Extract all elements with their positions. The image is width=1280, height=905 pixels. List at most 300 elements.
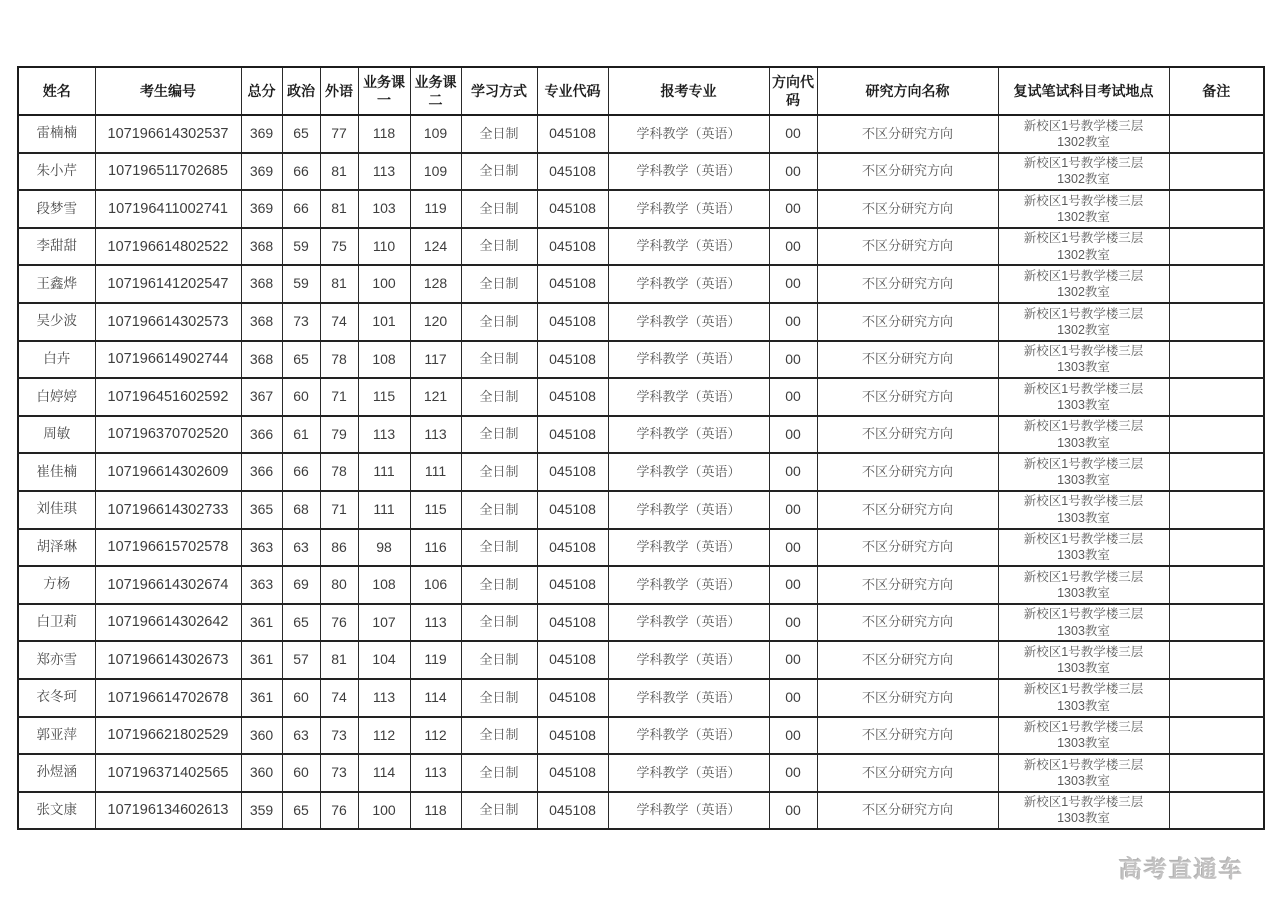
remark-cell [1169, 491, 1264, 529]
exam-location-cell [998, 453, 1169, 491]
candidate-no-cell: 107196451602592 [95, 378, 241, 416]
remark-cell [1169, 190, 1264, 228]
foreign-language-score-cell: 81 [320, 190, 358, 228]
direction-code-cell: 00 [769, 792, 817, 830]
name-cell: 郭亚萍 [18, 717, 95, 755]
direction-code-cell: 00 [769, 303, 817, 341]
course2-score-cell: 115 [410, 491, 461, 529]
foreign-language-score-cell: 74 [320, 303, 358, 341]
exam-location-line2: 1303教室 [1057, 736, 1110, 751]
major-cell: 学科教学（英语） [608, 190, 769, 228]
remark-cell [1169, 115, 1264, 153]
total-score-cell: 361 [241, 604, 282, 642]
course2-score-cell: 116 [410, 529, 461, 567]
direction-name-cell: 不区分研究方向 [817, 754, 998, 792]
major-code-cell: 045108 [537, 453, 608, 491]
course2-score-cell: 109 [410, 115, 461, 153]
foreign-language-score-cell: 77 [320, 115, 358, 153]
header-row [18, 67, 1264, 115]
politics-score-cell: 66 [282, 453, 320, 491]
exam-location-line2: 1303教室 [1057, 397, 1110, 412]
remark-cell [1169, 641, 1264, 679]
exam-location-cell [998, 566, 1169, 604]
major-cell: 学科教学（英语） [608, 115, 769, 153]
study-mode-cell: 全日制 [461, 491, 537, 529]
major-code-cell: 045108 [537, 378, 608, 416]
header-name: 姓名 [18, 67, 95, 115]
study-mode-cell: 全日制 [461, 566, 537, 604]
header-major-code: 专业代码 [537, 67, 608, 115]
exam-location-cell [998, 491, 1169, 529]
table-row [18, 416, 1264, 454]
foreign-language-score-cell: 75 [320, 228, 358, 266]
exam-location-line1: 新校区1号教学楼三层 [1023, 720, 1144, 735]
exam-location-line2: 1302教室 [1057, 134, 1110, 149]
table-row [18, 341, 1264, 379]
direction-name-cell: 不区分研究方向 [817, 792, 998, 830]
direction-code-cell: 00 [769, 153, 817, 191]
direction-name-cell: 不区分研究方向 [817, 190, 998, 228]
name-cell: 郑亦雪 [18, 641, 95, 679]
course2-score-cell: 119 [410, 641, 461, 679]
course2-score-cell: 121 [410, 378, 461, 416]
study-mode-cell: 全日制 [461, 453, 537, 491]
total-score-cell: 361 [241, 641, 282, 679]
remark-cell [1169, 453, 1264, 491]
name-cell: 王鑫烨 [18, 265, 95, 303]
major-cell: 学科教学（英语） [608, 754, 769, 792]
header-remark: 备注 [1169, 67, 1264, 115]
politics-score-cell: 69 [282, 566, 320, 604]
exam-location-line2: 1303教室 [1057, 510, 1110, 525]
exam-location-line2: 1302教室 [1057, 209, 1110, 224]
remark-cell [1169, 792, 1264, 830]
foreign-language-score-cell: 81 [320, 641, 358, 679]
remark-cell [1169, 153, 1264, 191]
total-score-cell: 367 [241, 378, 282, 416]
name-cell: 白婷婷 [18, 378, 95, 416]
course2-score-cell: 113 [410, 416, 461, 454]
table-row [18, 190, 1264, 228]
name-cell: 李甜甜 [18, 228, 95, 266]
study-mode-cell: 全日制 [461, 416, 537, 454]
course2-score-cell: 124 [410, 228, 461, 266]
study-mode-cell: 全日制 [461, 754, 537, 792]
exam-location-line1: 新校区1号教学楼三层 [1023, 494, 1144, 509]
major-code-cell: 045108 [537, 303, 608, 341]
name-cell: 方杨 [18, 566, 95, 604]
name-cell: 周敏 [18, 416, 95, 454]
name-cell: 刘佳琪 [18, 491, 95, 529]
major-cell: 学科教学（英语） [608, 491, 769, 529]
direction-name-cell: 不区分研究方向 [817, 416, 998, 454]
table-row [18, 303, 1264, 341]
study-mode-cell: 全日制 [461, 115, 537, 153]
exam-location-line2: 1303教室 [1057, 811, 1110, 826]
major-code-cell: 045108 [537, 566, 608, 604]
remark-cell [1169, 265, 1264, 303]
politics-score-cell: 73 [282, 303, 320, 341]
candidate-no-cell: 107196614302573 [95, 303, 241, 341]
total-score-cell: 366 [241, 453, 282, 491]
exam-location-line1: 新校区1号教学楼三层 [1023, 757, 1144, 772]
major-cell: 学科教学（英语） [608, 679, 769, 717]
foreign-language-score-cell: 74 [320, 679, 358, 717]
table-row [18, 453, 1264, 491]
table-row [18, 566, 1264, 604]
major-cell: 学科教学（英语） [608, 303, 769, 341]
politics-score-cell: 63 [282, 529, 320, 567]
direction-name-cell: 不区分研究方向 [817, 378, 998, 416]
course2-score-cell: 111 [410, 453, 461, 491]
direction-name-cell: 不区分研究方向 [817, 153, 998, 191]
exam-location-line1: 新校区1号教学楼三层 [1023, 532, 1144, 547]
direction-code-cell: 00 [769, 416, 817, 454]
exam-location-line2: 1303教室 [1057, 360, 1110, 375]
major-code-cell: 045108 [537, 341, 608, 379]
direction-name-cell: 不区分研究方向 [817, 228, 998, 266]
politics-score-cell: 66 [282, 190, 320, 228]
course1-score-cell: 100 [358, 792, 410, 830]
direction-code-cell: 00 [769, 190, 817, 228]
foreign-language-score-cell: 73 [320, 717, 358, 755]
study-mode-cell: 全日制 [461, 717, 537, 755]
politics-score-cell: 65 [282, 341, 320, 379]
study-mode-cell: 全日制 [461, 378, 537, 416]
remark-cell [1169, 378, 1264, 416]
study-mode-cell: 全日制 [461, 341, 537, 379]
major-code-cell: 045108 [537, 190, 608, 228]
exam-location-line2: 1303教室 [1057, 473, 1110, 488]
course2-score-cell: 128 [410, 265, 461, 303]
candidate-no-cell: 107196621802529 [95, 717, 241, 755]
total-score-cell: 366 [241, 416, 282, 454]
exam-location-cell [998, 265, 1169, 303]
major-cell: 学科教学（英语） [608, 792, 769, 830]
exam-location-line1: 新校区1号教学楼三层 [1023, 268, 1144, 283]
table-header [18, 67, 1264, 115]
major-cell: 学科教学（英语） [608, 641, 769, 679]
politics-score-cell: 65 [282, 792, 320, 830]
exam-location-line1: 新校区1号教学楼三层 [1023, 569, 1144, 584]
header-major: 报考专业 [608, 67, 769, 115]
course1-score-cell: 113 [358, 679, 410, 717]
candidate-no-cell: 107196614302609 [95, 453, 241, 491]
header-course2: 业务课二 [410, 67, 461, 115]
candidate-no-cell: 107196371402565 [95, 754, 241, 792]
candidate-no-cell: 107196615702578 [95, 529, 241, 567]
candidate-no-cell: 107196614902744 [95, 341, 241, 379]
foreign-language-score-cell: 73 [320, 754, 358, 792]
major-cell: 学科教学（英语） [608, 566, 769, 604]
major-code-cell: 045108 [537, 679, 608, 717]
header-exam-location: 复试笔试科目考试地点 [998, 67, 1169, 115]
exam-location-cell [998, 679, 1169, 717]
direction-name-cell: 不区分研究方向 [817, 265, 998, 303]
total-score-cell: 365 [241, 491, 282, 529]
study-mode-cell: 全日制 [461, 303, 537, 341]
direction-name-cell: 不区分研究方向 [817, 303, 998, 341]
politics-score-cell: 60 [282, 378, 320, 416]
header-candidate-no: 考生编号 [95, 67, 241, 115]
direction-name-cell: 不区分研究方向 [817, 491, 998, 529]
foreign-language-score-cell: 80 [320, 566, 358, 604]
direction-code-cell: 00 [769, 604, 817, 642]
exam-location-line1: 新校区1号教学楼三层 [1023, 381, 1144, 396]
total-score-cell: 368 [241, 265, 282, 303]
course2-score-cell: 106 [410, 566, 461, 604]
course2-score-cell: 112 [410, 717, 461, 755]
total-score-cell: 359 [241, 792, 282, 830]
direction-code-cell: 00 [769, 641, 817, 679]
course2-score-cell: 117 [410, 341, 461, 379]
candidate-no-cell: 107196141202547 [95, 265, 241, 303]
course1-score-cell: 111 [358, 491, 410, 529]
politics-score-cell: 61 [282, 416, 320, 454]
remark-cell [1169, 228, 1264, 266]
candidate-no-cell: 107196614302733 [95, 491, 241, 529]
exam-location-cell [998, 190, 1169, 228]
major-code-cell: 045108 [537, 153, 608, 191]
course1-score-cell: 112 [358, 717, 410, 755]
course2-score-cell: 114 [410, 679, 461, 717]
foreign-language-score-cell: 76 [320, 792, 358, 830]
course2-score-cell: 118 [410, 792, 461, 830]
exam-location-cell [998, 153, 1169, 191]
direction-name-cell: 不区分研究方向 [817, 604, 998, 642]
exam-location-line2: 1303教室 [1057, 698, 1110, 713]
exam-location-cell [998, 641, 1169, 679]
politics-score-cell: 59 [282, 228, 320, 266]
study-mode-cell: 全日制 [461, 679, 537, 717]
remark-cell [1169, 717, 1264, 755]
table-row [18, 378, 1264, 416]
exam-location-line1: 新校区1号教学楼三层 [1023, 456, 1144, 471]
exam-location-cell [998, 341, 1169, 379]
candidate-no-cell: 107196614302537 [95, 115, 241, 153]
major-code-cell: 045108 [537, 641, 608, 679]
watermark-text: 高考直通车 [1119, 856, 1244, 882]
politics-score-cell: 59 [282, 265, 320, 303]
course1-score-cell: 114 [358, 754, 410, 792]
direction-code-cell: 00 [769, 717, 817, 755]
course2-score-cell: 113 [410, 604, 461, 642]
remark-cell [1169, 604, 1264, 642]
direction-code-cell: 00 [769, 491, 817, 529]
study-mode-cell: 全日制 [461, 529, 537, 567]
course1-score-cell: 110 [358, 228, 410, 266]
course2-score-cell: 119 [410, 190, 461, 228]
exam-location-cell [998, 792, 1169, 830]
name-cell: 朱小芹 [18, 153, 95, 191]
course1-score-cell: 104 [358, 641, 410, 679]
header-direction-name: 研究方向名称 [817, 67, 998, 115]
major-cell: 学科教学（英语） [608, 529, 769, 567]
course1-score-cell: 107 [358, 604, 410, 642]
exam-location-line1: 新校区1号教学楼三层 [1023, 795, 1144, 810]
exam-location-line2: 1303教室 [1057, 623, 1110, 638]
direction-name-cell: 不区分研究方向 [817, 717, 998, 755]
candidate-no-cell: 107196411002741 [95, 190, 241, 228]
direction-name-cell: 不区分研究方向 [817, 641, 998, 679]
candidate-no-cell: 107196370702520 [95, 416, 241, 454]
course1-score-cell: 98 [358, 529, 410, 567]
study-mode-cell: 全日制 [461, 792, 537, 830]
major-cell: 学科教学（英语） [608, 604, 769, 642]
exam-location-line2: 1302教室 [1057, 285, 1110, 300]
course1-score-cell: 113 [358, 153, 410, 191]
table-row [18, 228, 1264, 266]
exam-location-cell [998, 717, 1169, 755]
exam-location-line1: 新校区1号教学楼三层 [1023, 193, 1144, 208]
exam-location-cell [998, 529, 1169, 567]
exam-location-line2: 1303教室 [1057, 773, 1110, 788]
exam-location-line2: 1302教室 [1057, 172, 1110, 187]
exam-location-line1: 新校区1号教学楼三层 [1023, 682, 1144, 697]
table-row [18, 754, 1264, 792]
major-cell: 学科教学（英语） [608, 453, 769, 491]
major-code-cell: 045108 [537, 717, 608, 755]
direction-code-cell: 00 [769, 679, 817, 717]
exam-location-cell [998, 303, 1169, 341]
exam-location-line1: 新校区1号教学楼三层 [1023, 156, 1144, 171]
major-code-cell: 045108 [537, 604, 608, 642]
course2-score-cell: 120 [410, 303, 461, 341]
foreign-language-score-cell: 78 [320, 341, 358, 379]
exam-location-line1: 新校区1号教学楼三层 [1023, 607, 1144, 622]
table-row [18, 529, 1264, 567]
course1-score-cell: 101 [358, 303, 410, 341]
major-code-cell: 045108 [537, 416, 608, 454]
name-cell: 崔佳楠 [18, 453, 95, 491]
header-total-score: 总分 [241, 67, 282, 115]
total-score-cell: 363 [241, 529, 282, 567]
major-cell: 学科教学（英语） [608, 378, 769, 416]
politics-score-cell: 60 [282, 679, 320, 717]
table-row [18, 491, 1264, 529]
remark-cell [1169, 416, 1264, 454]
candidate-no-cell: 107196614302673 [95, 641, 241, 679]
remark-cell [1169, 679, 1264, 717]
total-score-cell: 360 [241, 717, 282, 755]
direction-name-cell: 不区分研究方向 [817, 453, 998, 491]
exam-location-cell [998, 604, 1169, 642]
candidate-no-cell: 107196614302642 [95, 604, 241, 642]
exam-location-line2: 1302教室 [1057, 322, 1110, 337]
candidate-no-cell: 107196134602613 [95, 792, 241, 830]
exam-location-cell [998, 115, 1169, 153]
exam-location-cell [998, 754, 1169, 792]
direction-name-cell: 不区分研究方向 [817, 529, 998, 567]
foreign-language-score-cell: 79 [320, 416, 358, 454]
table-row [18, 641, 1264, 679]
major-cell: 学科教学（英语） [608, 341, 769, 379]
table-row [18, 717, 1264, 755]
course1-score-cell: 100 [358, 265, 410, 303]
major-code-cell: 045108 [537, 265, 608, 303]
major-cell: 学科教学（英语） [608, 416, 769, 454]
foreign-language-score-cell: 71 [320, 491, 358, 529]
exam-location-line1: 新校区1号教学楼三层 [1023, 118, 1144, 133]
exam-location-line1: 新校区1号教学楼三层 [1023, 419, 1144, 434]
exam-location-line1: 新校区1号教学楼三层 [1023, 644, 1144, 659]
direction-code-cell: 00 [769, 265, 817, 303]
study-mode-cell: 全日制 [461, 641, 537, 679]
total-score-cell: 360 [241, 754, 282, 792]
direction-name-cell: 不区分研究方向 [817, 115, 998, 153]
name-cell: 白卫莉 [18, 604, 95, 642]
exam-location-line2: 1303教室 [1057, 548, 1110, 563]
politics-score-cell: 65 [282, 604, 320, 642]
major-code-cell: 045108 [537, 115, 608, 153]
politics-score-cell: 66 [282, 153, 320, 191]
name-cell: 雷楠楠 [18, 115, 95, 153]
study-mode-cell: 全日制 [461, 153, 537, 191]
candidate-no-cell: 107196614302674 [95, 566, 241, 604]
name-cell: 孙煜涵 [18, 754, 95, 792]
exam-location-line1: 新校区1号教学楼三层 [1023, 306, 1144, 321]
foreign-language-score-cell: 86 [320, 529, 358, 567]
major-code-cell: 045108 [537, 792, 608, 830]
study-mode-cell: 全日制 [461, 604, 537, 642]
admission-score-table [17, 66, 1265, 830]
total-score-cell: 363 [241, 566, 282, 604]
exam-location-line1: 新校区1号教学楼三层 [1023, 344, 1144, 359]
major-cell: 学科教学（英语） [608, 153, 769, 191]
politics-score-cell: 60 [282, 754, 320, 792]
foreign-language-score-cell: 71 [320, 378, 358, 416]
name-cell: 衣冬珂 [18, 679, 95, 717]
name-cell: 张文康 [18, 792, 95, 830]
foreign-language-score-cell: 81 [320, 153, 358, 191]
major-cell: 学科教学（英语） [608, 228, 769, 266]
course2-score-cell: 109 [410, 153, 461, 191]
politics-score-cell: 57 [282, 641, 320, 679]
direction-code-cell: 00 [769, 115, 817, 153]
total-score-cell: 369 [241, 115, 282, 153]
table-row [18, 604, 1264, 642]
remark-cell [1169, 754, 1264, 792]
major-code-cell: 045108 [537, 754, 608, 792]
table-row [18, 679, 1264, 717]
table-row [18, 115, 1264, 153]
remark-cell [1169, 529, 1264, 567]
course1-score-cell: 118 [358, 115, 410, 153]
header-course1: 业务课一 [358, 67, 410, 115]
direction-code-cell: 00 [769, 378, 817, 416]
course1-score-cell: 103 [358, 190, 410, 228]
remark-cell [1169, 303, 1264, 341]
foreign-language-score-cell: 78 [320, 453, 358, 491]
candidate-no-cell: 107196614802522 [95, 228, 241, 266]
direction-code-cell: 00 [769, 566, 817, 604]
major-code-cell: 045108 [537, 491, 608, 529]
course1-score-cell: 108 [358, 341, 410, 379]
foreign-language-score-cell: 76 [320, 604, 358, 642]
exam-location-line2: 1302教室 [1057, 247, 1110, 262]
header-direction-code: 方向代码 [769, 67, 817, 115]
exam-location-line1: 新校区1号教学楼三层 [1023, 231, 1144, 246]
table-row [18, 153, 1264, 191]
remark-cell [1169, 341, 1264, 379]
politics-score-cell: 63 [282, 717, 320, 755]
course1-score-cell: 115 [358, 378, 410, 416]
major-code-cell: 045108 [537, 228, 608, 266]
study-mode-cell: 全日制 [461, 190, 537, 228]
exam-location-cell [998, 378, 1169, 416]
course1-score-cell: 111 [358, 453, 410, 491]
direction-name-cell: 不区分研究方向 [817, 341, 998, 379]
